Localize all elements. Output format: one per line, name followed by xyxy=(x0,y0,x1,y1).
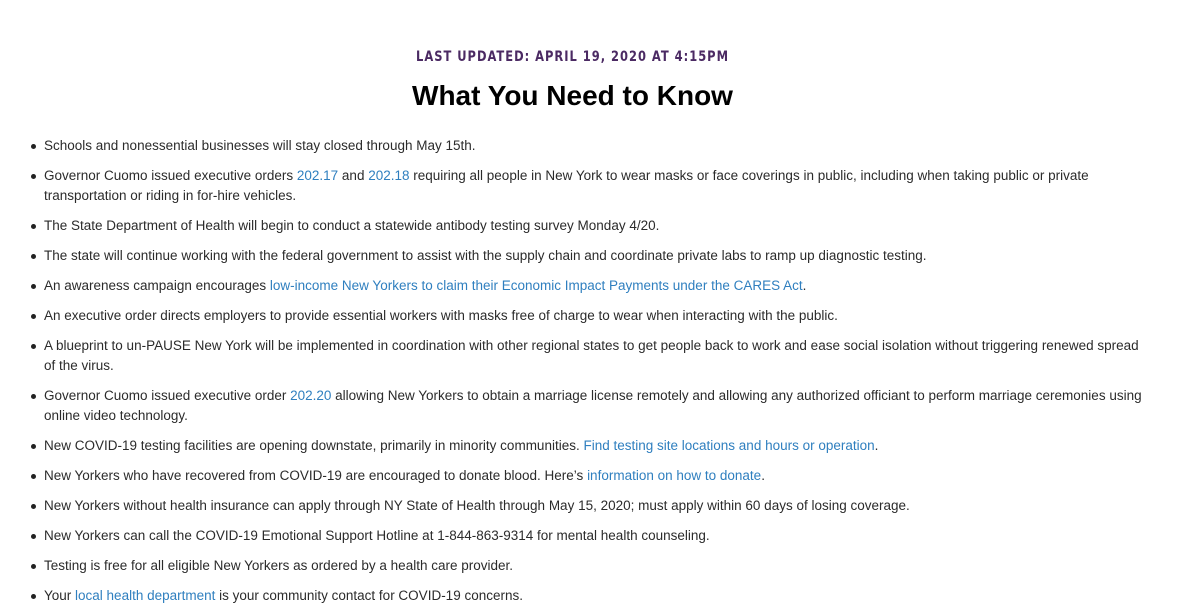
item-text: An executive order directs employers to provide essential workers with masks free of charge to wear when interacting with the public. xyxy=(44,308,838,323)
item-text: An awareness campaign encourages xyxy=(44,278,270,293)
bullet-icon xyxy=(31,144,36,149)
executive-order-202-18-link[interactable]: 202.18 xyxy=(368,168,410,183)
bullet-icon xyxy=(31,284,36,289)
list-item xyxy=(44,306,1144,326)
item-text: Schools and nonessential businesses will stay closed through May 15th. xyxy=(44,138,476,153)
bullet-icon xyxy=(31,254,36,259)
executive-order-202-17-link[interactable]: 202.17 xyxy=(296,168,339,183)
list-item xyxy=(44,556,1144,576)
bullet-icon xyxy=(31,444,36,449)
item-text: . xyxy=(802,278,807,293)
bullet-icon xyxy=(31,474,36,479)
item-text: New Yorkers can call the COVID-19 Emotional Support Hotline at 1-844-863-9314 for mental health counseling. xyxy=(44,528,710,543)
info-list xyxy=(44,136,1144,613)
list-item xyxy=(44,336,1144,376)
list-item xyxy=(44,436,1144,456)
item-text: Governor Cuomo issued executive orders xyxy=(44,168,297,183)
economic-impact-payments-link[interactable]: low-income New Yorkers to claim their Economic Impact Payments under the CARES Act xyxy=(269,278,803,293)
item-text: New Yorkers who have recovered from COVID-19 are encouraged to donate blood. Here’s xyxy=(44,468,588,483)
executive-order-202-20-link[interactable]: 202.20 xyxy=(290,388,332,403)
local-health-department-link[interactable]: local health department xyxy=(75,588,216,603)
list-item xyxy=(44,496,1144,516)
bullet-icon xyxy=(31,394,36,399)
list-item xyxy=(44,246,1144,266)
item-text: Testing is free for all eligible New Yorkers as ordered by a health care provider. xyxy=(44,558,513,573)
item-text: and xyxy=(338,168,369,183)
bullet-icon xyxy=(31,344,36,349)
bullet-icon xyxy=(31,174,36,179)
bullet-icon xyxy=(31,224,36,229)
item-text: A blueprint to un-PAUSE New York will be implemented in coordination with other regional states to get people back to work and ease social isolation without triggering renewed spread of the virus. xyxy=(44,338,1139,373)
item-text: Governor Cuomo issued executive order xyxy=(44,388,291,403)
bullet-icon xyxy=(31,564,36,569)
item-text: The State Department of Health will begin to conduct a statewide antibody testing survey Monday 4/20. xyxy=(44,218,660,233)
page-title: What You Need to Know xyxy=(412,80,733,111)
last-updated-label: LAST UPDATED: APRIL 19, 2020 AT 4:15PM xyxy=(416,49,729,65)
item-text: New COVID-19 testing facilities are opening downstate, primarily in minority communities. xyxy=(44,438,584,453)
list-item xyxy=(44,166,1144,206)
list-item xyxy=(44,216,1144,236)
bullet-icon xyxy=(31,314,36,319)
list-item xyxy=(44,276,1144,296)
item-text: is your community contact for COVID-19 concerns. xyxy=(215,588,523,603)
item-text: . xyxy=(761,468,765,483)
bullet-icon xyxy=(31,504,36,509)
list-item xyxy=(44,586,1144,606)
item-text: . xyxy=(874,438,879,453)
item-text: The state will continue working with the federal government to assist with the supply chain and coordinate private labs to ramp up diagnostic testing. xyxy=(44,248,927,263)
testing-sites-link[interactable]: Find testing site locations and hours or operation xyxy=(583,438,875,453)
list-item xyxy=(44,466,1144,486)
item-text: allowing New Yorkers to obtain a marriage license remotely and allowing any authorized officiant to perform marriage ceremonies using online video technology. xyxy=(44,388,1142,423)
item-text: requiring all people in New York to wear masks or face coverings in public, including when taking public or private transportation or riding in for-hire vehicles. xyxy=(44,168,1089,203)
bullet-icon xyxy=(31,594,36,599)
list-item xyxy=(44,386,1144,426)
bullet-icon xyxy=(31,534,36,539)
item-text: Your xyxy=(44,588,76,603)
item-text: New Yorkers without health insurance can apply through NY State of Health through May 15, 2020; must apply within 60 days of losing coverage. xyxy=(44,498,910,513)
list-item xyxy=(44,526,1144,546)
list-item xyxy=(44,136,1144,156)
donate-blood-info-link[interactable]: information on how to donate xyxy=(587,468,762,483)
